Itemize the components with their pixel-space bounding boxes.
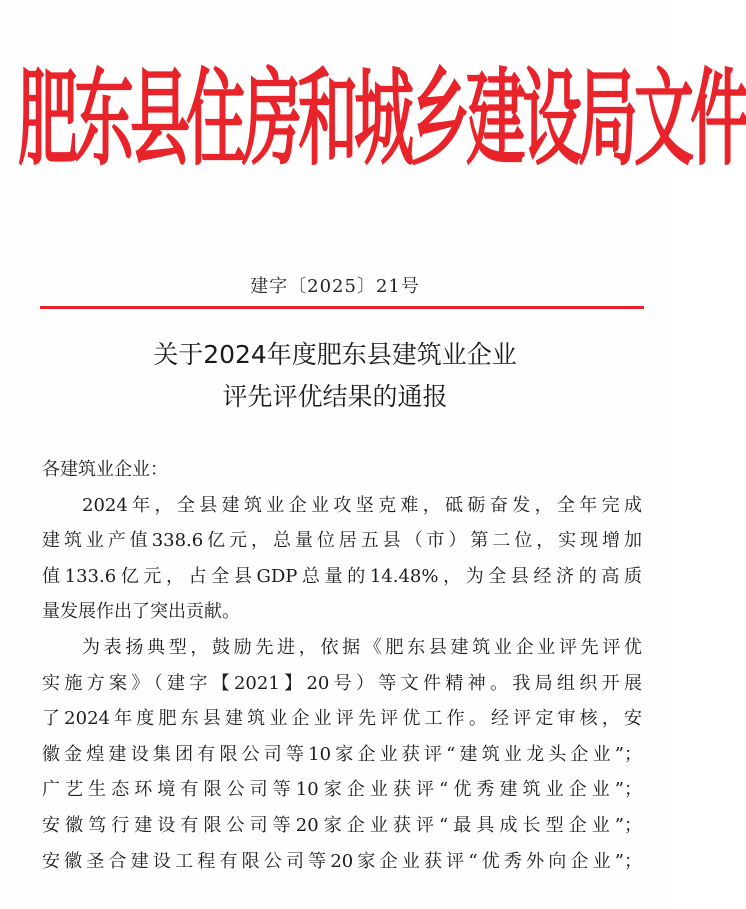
issuing-authority-header [18,58,746,182]
body-line: 安徽圣合建设工程有限公司等20家企业获评“优秀外向企业”； [42,850,642,872]
body-line: 安徽笃行建设有限公司等20家企业获评“最具成长型企业”； [42,814,642,836]
document-body [42,452,642,879]
body-line: 2024年，全县建筑业企业攻坚克难，砥砺奋发，全年完成 [82,494,642,516]
issuing-authority-title: 肥东县住房和城乡建设局文件 [18,58,746,182]
body-line: 量发展作出了突出贡献。 [42,601,240,623]
body-line: 实施方案》（建字【2021】20号）等文件精神。我局组织开展 [42,672,642,694]
notice-title-line-1: 关于2024年度肥东县建筑业企业 [153,340,517,369]
salutation: 各建筑业企业： [42,459,168,480]
body-line: 建筑业产值338.6亿元，总量位居五县（市）第二位，实现增加 [42,530,642,552]
body-line: 徽金煌建设集团有限公司等10家企业获评“建筑业龙头企业”； [42,743,642,765]
notice-title-line-2: 评先评优结果的通报 [222,382,448,411]
body-line: 了2024年度肥东县建筑业企业评先评优工作。经评定审核，安 [42,708,642,730]
body-line: 为表扬典型，鼓励先进，依据《肥东县建筑业企业评先评优 [82,636,642,658]
body-line: 值133.6亿元，占全县GDP总量的14.48%，为全县经济的高质 [42,565,642,587]
body-line: 广艺生态环境有限公司等10家企业获评“优秀建筑业企业”； [42,779,642,801]
document-number: 建字〔2025〕21号 [250,276,420,297]
red-divider-line [40,306,644,309]
